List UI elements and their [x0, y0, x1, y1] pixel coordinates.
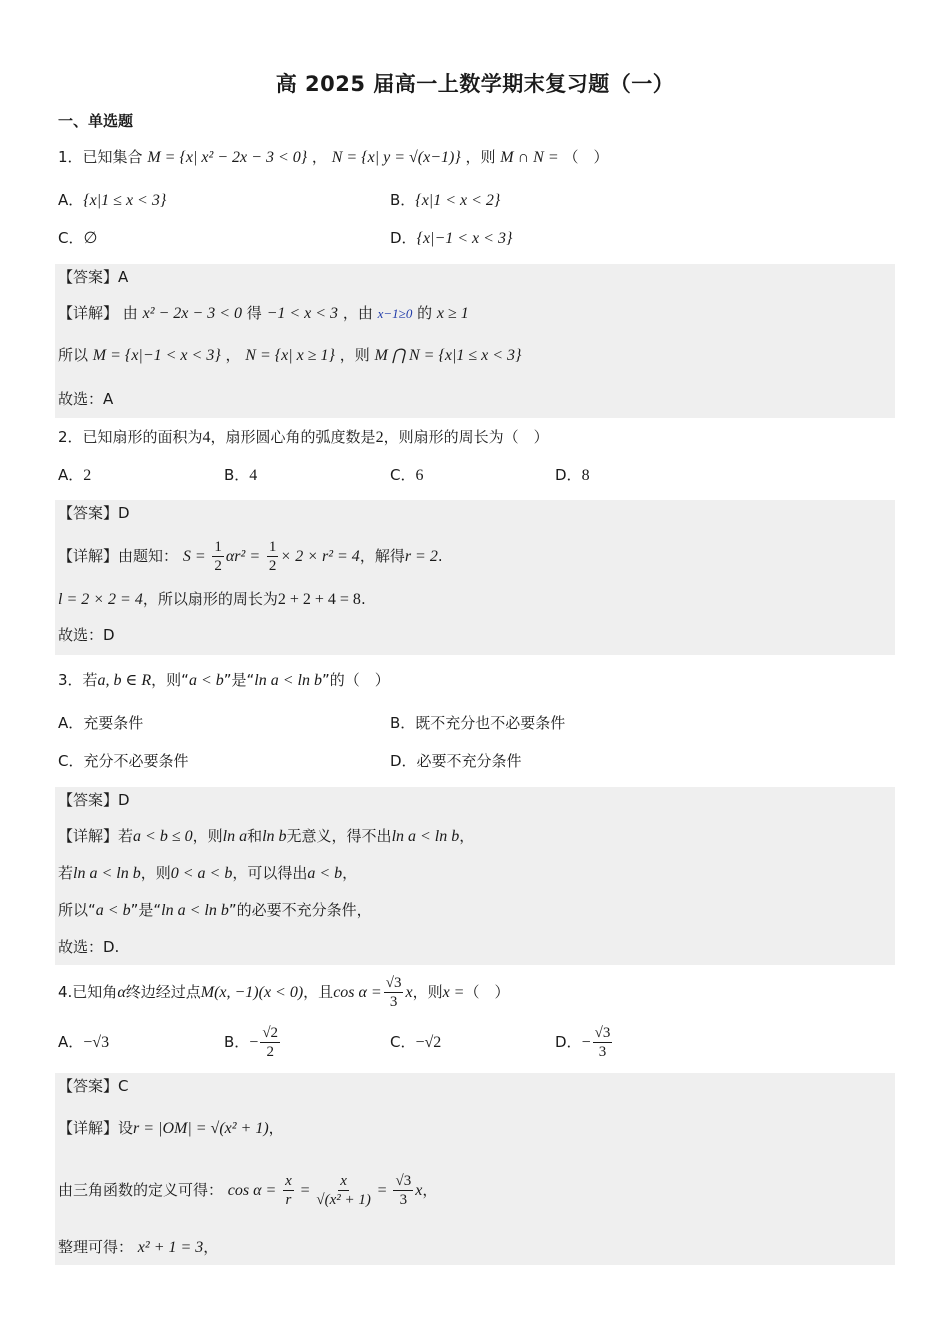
q1-d-t3: ，由 [342, 304, 373, 322]
q3-option-b[interactable]: B．既不充分也不必要条件 [390, 714, 566, 732]
q1-d-m4: x ≥ 1 [436, 305, 469, 322]
q2-detail-line1 [58, 536, 443, 577]
q4-option-b-frac [260, 1024, 280, 1061]
q4-option-d[interactable] [555, 1022, 614, 1063]
q1-d-m2: −1 < x < 3 [266, 305, 339, 322]
q1-detail-label: 【详解】 [58, 304, 119, 322]
q3-l3-m1: a < b [95, 902, 131, 919]
q2-option-a-text: 2 [83, 467, 92, 484]
q4-detail-line3 [58, 1236, 218, 1259]
q1-answer: 【答案】A [58, 268, 129, 286]
q1-l2-t3: ，则 [339, 346, 370, 364]
q2-detail-line2 [58, 588, 366, 611]
q4-detail-label: 【详解】 [58, 1119, 119, 1137]
q2-l2-t1: ，所以扇形的周长为 [142, 590, 278, 608]
q3-stem-t1: 3．若 [58, 671, 98, 689]
q2-option-c[interactable] [390, 464, 423, 487]
q4-d-t2: ， [268, 1119, 284, 1137]
q1-option-d-text: {x|−1 < x < 3} [416, 230, 513, 247]
q1-answer-box [55, 264, 895, 418]
q1-option-d[interactable] [390, 227, 512, 250]
q1-option-a[interactable] [58, 189, 166, 212]
q3-l2-m1: ln a < ln b [73, 865, 141, 882]
q2-option-d[interactable] [555, 464, 590, 487]
q3-l1-m2: ln a [222, 828, 248, 845]
q2-answer-box [55, 500, 895, 655]
q3-detail-line1 [58, 825, 474, 848]
q2-option-a[interactable] [58, 464, 91, 487]
q4-l3-t2: ， [203, 1238, 219, 1256]
q4-option-d-sign: − [581, 1034, 591, 1051]
q1-stem [58, 146, 608, 169]
q3-l2-t1: 若 [58, 864, 74, 882]
q2-stem [58, 426, 549, 449]
q2-d-t3: . [437, 547, 443, 565]
q1-set-n: N = {x| y = √(x−1)} [331, 149, 461, 166]
q4-l2-eq2: = [377, 1182, 387, 1199]
q4-stem-m5: x = [442, 984, 465, 1001]
q3-l3-t2: ”是“ [130, 901, 162, 919]
q3-l2-m3: a < b [307, 865, 343, 882]
q1-l2-m3: M ⋂ N = {x|1 ≤ x < 3} [374, 347, 522, 364]
q2-d-frac1 [212, 538, 224, 575]
q3-conclusion: 故选：D. [58, 938, 120, 956]
q4-option-a-label: A． [58, 1033, 84, 1051]
q4-option-b-den: 2 [266, 1044, 274, 1060]
q1-d-t1: 由 [122, 304, 138, 322]
q3-l3-t3: ”的必要不充分条件， [228, 901, 372, 919]
q4-l2-frac1 [283, 1172, 294, 1209]
q4-l2-frac3 [393, 1172, 413, 1209]
q2-option-c-label: C． [390, 466, 416, 484]
q4-option-d-den: 3 [598, 1044, 607, 1060]
q1-l2-t1: 所以 [58, 346, 89, 364]
q4-stem-t1: 4.已知角 [58, 983, 118, 1001]
q2-l2-m1: l = 2 × 2 = 4 [58, 591, 143, 608]
q3-l2-t2: ，则 [140, 864, 171, 882]
q3-detail-line2 [58, 862, 357, 885]
q3-option-d[interactable]: D．必要不充分条件 [390, 752, 522, 770]
q2-answer: 【答案】D [58, 504, 130, 522]
q1-set-m: M = {x| x² − 2x − 3 < 0} [147, 149, 308, 166]
q2-option-a-label: A． [58, 466, 84, 484]
q2-stem-m2: 2 [375, 429, 384, 446]
q2-option-b[interactable] [224, 464, 257, 487]
q4-stem-t4: ，则 [412, 983, 443, 1001]
q1-l2-t2: ， [225, 346, 241, 364]
q2-option-b-text: 4 [249, 467, 258, 484]
q4-stem-frac-den: 3 [389, 994, 398, 1010]
q1-option-a-label: A． [58, 191, 84, 209]
q1-option-c[interactable] [58, 227, 97, 250]
q2-l2-t2: . [360, 590, 366, 608]
q2-d-m2: αr² = [225, 548, 261, 565]
q4-option-a[interactable] [58, 1022, 109, 1063]
q1-option-c-text: ∅ [83, 230, 98, 247]
q2-d-t2: ，解得 [359, 547, 405, 565]
q4-stem-frac-num: √3 [385, 975, 402, 991]
q1-l2-m2: N = {x| x ≥ 1} [245, 347, 335, 364]
q1-detail-line1 [58, 302, 469, 325]
q1-option-b-label: B． [390, 191, 416, 209]
q2-option-c-text: 6 [415, 467, 424, 484]
q4-l2-frac2-num: x [340, 1173, 347, 1189]
q4-l3-m1: x² + 1 = 3 [137, 1239, 204, 1256]
q4-l2-m1: cos α = [227, 1182, 277, 1199]
q2-d-m4: r = 2 [404, 548, 438, 565]
q2-d-frac2 [267, 538, 279, 575]
q4-option-c-text: −√2 [415, 1034, 442, 1051]
q3-answer: 【答案】D [58, 791, 130, 809]
q1-paren: （ ） [563, 148, 609, 166]
q2-stem-m1: 4 [202, 429, 211, 446]
q4-l2-frac2-den: √(x² + 1) [316, 1192, 371, 1208]
q3-l2-t3: ，可以得出 [232, 864, 308, 882]
q3-stem-t3: ”是“ [223, 671, 255, 689]
q4-l2-frac3-den: 3 [399, 1192, 408, 1208]
q2-d-frac1-num: 1 [214, 539, 222, 555]
q3-stem-t4: ”的（ ） [321, 671, 390, 689]
q4-l2-t2: ， [422, 1181, 438, 1199]
q4-option-d-frac [593, 1024, 613, 1061]
q3-stem-m3: ln a < ln b [254, 672, 322, 689]
q3-l1-t4: 无意义，得不出 [286, 827, 392, 845]
q4-stem [58, 972, 510, 1013]
q4-option-b-num: √2 [262, 1025, 279, 1041]
q4-stem-m1: α [117, 984, 126, 1001]
q1-option-b[interactable] [390, 189, 500, 212]
q2-stem-t1: 2．已知扇形的面积为 [58, 428, 203, 446]
q1-option-c-label: C． [58, 229, 84, 247]
q4-option-a-text: −√3 [83, 1034, 110, 1051]
q2-stem-t2: ，扇形圆心角的弧度数是 [210, 428, 376, 446]
q4-option-b-label: B． [224, 1033, 250, 1051]
q3-l1-m3: ln b [262, 828, 287, 845]
q2-conclusion: 故选：D [58, 626, 115, 644]
q2-d-frac2-den: 2 [268, 558, 277, 574]
q3-l1-t2: ，则 [192, 827, 223, 845]
q1-d-t2: 得 [246, 304, 262, 322]
q3-detail-label: 【详解】 [58, 827, 119, 845]
q4-stem-m2: M(x, −1)(x < 0) [200, 984, 304, 1001]
q3-detail-line3 [58, 899, 372, 922]
q1-d-m1: x² − 2x − 3 < 0 [142, 305, 242, 322]
q1-d-t4: 的 [417, 304, 433, 322]
q2-d-frac1-den: 2 [214, 558, 222, 574]
q1-option-a-text: {x|1 ≤ x < 3} [83, 192, 167, 209]
q3-l2-m2: 0 < a < b [170, 865, 233, 882]
q3-l3-m2: ln a < ln b [161, 902, 229, 919]
q2-d-t1: 由题知： [118, 547, 179, 565]
q1-stem-prefix: 1．已知集合 [58, 148, 143, 166]
q4-l2-frac1-den: r [285, 1192, 292, 1208]
q4-option-d-num: √3 [594, 1025, 611, 1041]
q1-stem-sep: ， [311, 148, 327, 166]
q4-stem-t2: 终边经过点 [125, 983, 201, 1001]
q4-l3-t1: 整理可得： [58, 1238, 134, 1256]
q1-stem-suffix: ，则 [465, 148, 496, 166]
q4-detail-line1 [58, 1117, 284, 1140]
q1-conclusion: 故选：A [58, 390, 114, 408]
q4-l2-m2: x [415, 1182, 423, 1199]
q3-l1-t5: ， [459, 827, 475, 845]
q1-intersection: M ∩ N = [500, 149, 559, 166]
q3-stem [58, 669, 390, 692]
q1-d-m3: x−1≥0 [377, 306, 413, 321]
q2-option-d-label: D． [555, 466, 582, 484]
q4-l2-eq1: = [300, 1182, 310, 1199]
q4-option-d-label: D． [555, 1033, 582, 1051]
q4-stem-m3: cos α = [333, 984, 382, 1001]
q4-l2-frac3-num: √3 [395, 1173, 412, 1189]
q2-l2-m2: 2 + 2 + 4 = 8 [277, 591, 361, 608]
q3-l1-m4: ln a < ln b [391, 828, 460, 845]
q2-option-b-label: B． [224, 466, 250, 484]
q1-option-b-text: {x|1 < x < 2} [415, 192, 501, 209]
q4-l2-frac1-num: x [285, 1173, 292, 1189]
q3-l1-t3: 和 [247, 827, 263, 845]
q2-option-d-text: 8 [581, 467, 590, 484]
q1-l2-m1: M = {x|−1 < x < 3} [92, 347, 221, 364]
q1-detail-line2 [58, 344, 521, 367]
q4-stem-t3: ，且 [303, 983, 334, 1001]
q3-l2-t4: ， [342, 864, 358, 882]
q4-option-b[interactable] [224, 1022, 282, 1063]
q3-option-c[interactable]: C．充分不必要条件 [58, 752, 189, 770]
q3-stem-m1: a, b ∈ R [97, 672, 152, 689]
q2-d-m1: S = [182, 548, 206, 565]
q4-answer-box [55, 1073, 895, 1265]
q4-answer: 【答案】C [58, 1077, 129, 1095]
q3-l3-t1: 所以“ [58, 901, 96, 919]
q4-detail-line2 [58, 1167, 437, 1214]
q2-d-frac2-num: 1 [268, 539, 277, 555]
q3-option-a[interactable]: A．充要条件 [58, 714, 144, 732]
section-heading: 一、单选题 [58, 112, 134, 130]
q4-l2-frac2 [316, 1172, 371, 1209]
q4-l2-t1: 由三角函数的定义可得： [58, 1181, 224, 1199]
q4-option-c-label: C． [390, 1033, 416, 1051]
q2-d-m3: × 2 × r² = 4 [280, 548, 360, 565]
q2-stem-t3: ，则扇形的周长为（ ） [383, 428, 549, 446]
q3-stem-t2: ，则“ [151, 671, 189, 689]
q4-option-c[interactable] [390, 1022, 441, 1063]
q2-detail-label: 【详解】 [58, 547, 119, 565]
q4-stem-t5: （ ） [464, 983, 510, 1001]
q3-l1-t1: 若 [118, 827, 134, 845]
q4-d-t1: 设 [118, 1119, 134, 1137]
q1-option-d-label: D． [390, 229, 417, 247]
q3-answer-box [55, 787, 895, 965]
q4-option-b-sign: − [249, 1034, 259, 1051]
q4-stem-m4: x [405, 984, 413, 1001]
q3-stem-m2: a < b [188, 672, 224, 689]
page-title: 高 2025 届高一上数学期末复习题（一） [275, 72, 675, 96]
q4-d-m1: r = |OM| = √(x² + 1) [133, 1120, 269, 1137]
q4-stem-frac [384, 974, 404, 1011]
q3-l1-m1: a < b ≤ 0 [133, 828, 193, 845]
